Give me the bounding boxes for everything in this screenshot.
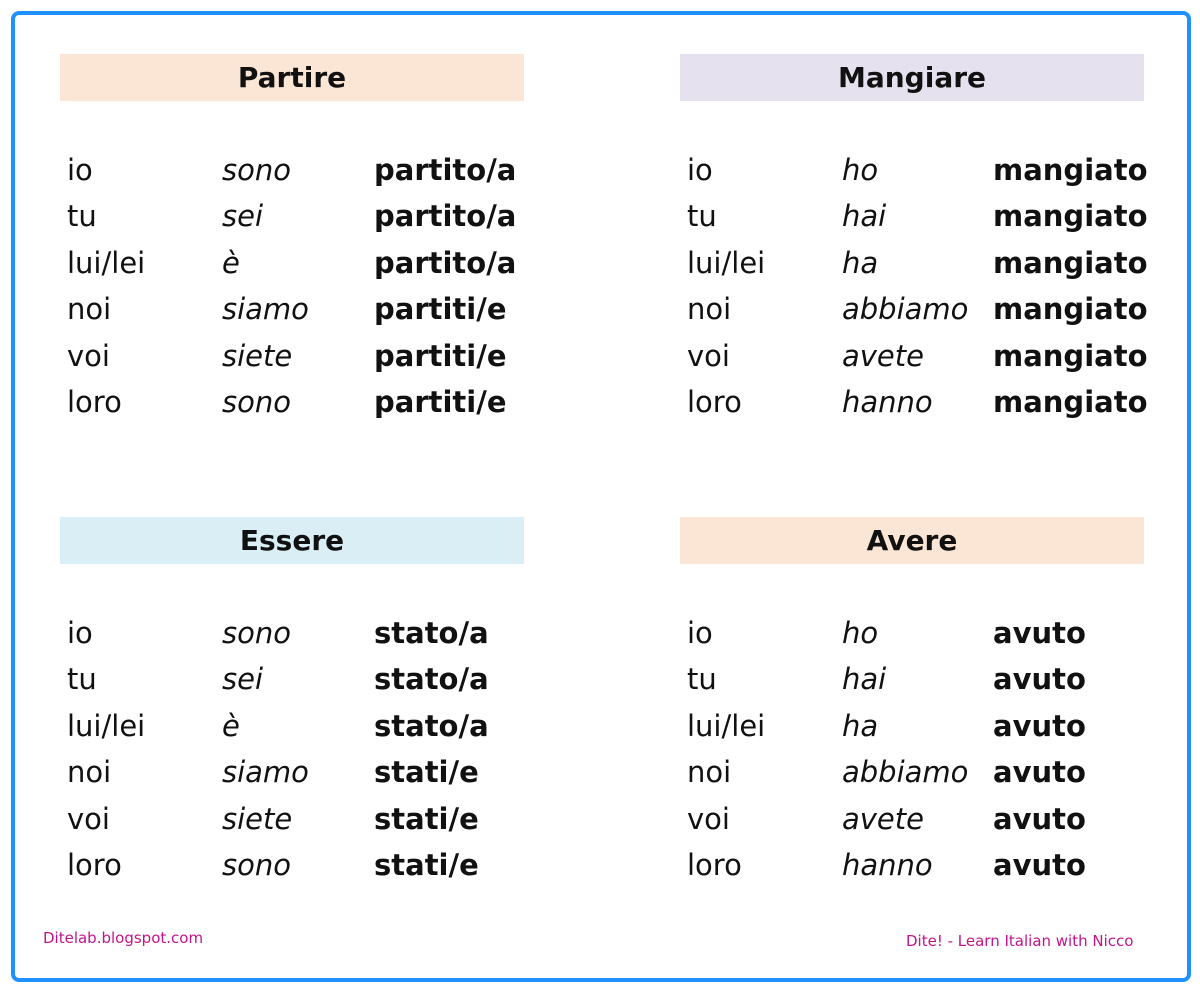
conjugation-row (60, 749, 524, 795)
participle: stati/e (374, 847, 479, 882)
conjugation-rows (680, 610, 1144, 888)
auxiliary: è (222, 245, 240, 280)
conjugation-row (680, 703, 1144, 749)
auxiliary: ha (842, 245, 879, 280)
conjugation-rows (60, 147, 524, 425)
footer-credit: Dite! - Learn Italian with Nicco (906, 932, 1134, 950)
footer-site-link[interactable]: Ditelab.blogspot.com (43, 929, 204, 947)
auxiliary: abbiamo (842, 755, 969, 790)
auxiliary: avete (842, 338, 924, 373)
section-title: Mangiare (680, 54, 1144, 101)
conjugation-row (60, 842, 524, 888)
conjugation-row (60, 610, 524, 656)
pronoun: tu (687, 662, 717, 697)
auxiliary: ha (842, 708, 879, 743)
participle: mangiato (993, 153, 1148, 187)
participle: avuto (993, 708, 1086, 743)
participle: partiti/e (374, 292, 507, 327)
pronoun: voi (67, 801, 110, 836)
pronoun: loro (67, 847, 122, 882)
participle: mangiato (993, 384, 1148, 419)
participle: avuto (993, 801, 1086, 836)
pronoun: voi (67, 338, 110, 373)
auxiliary: hanno (842, 384, 933, 419)
section-title: Avere (680, 517, 1144, 564)
auxiliary: avete (842, 801, 924, 836)
auxiliary: hai (842, 199, 887, 234)
participle: mangiato (993, 338, 1148, 373)
pronoun: tu (687, 199, 717, 234)
auxiliary: siamo (222, 755, 309, 790)
auxiliary: sei (222, 199, 264, 234)
participle: stato/a (374, 708, 489, 743)
auxiliary: siete (222, 338, 293, 373)
conjugation-row (680, 656, 1144, 702)
pronoun: tu (67, 662, 97, 697)
participle: avuto (993, 616, 1086, 650)
participle: mangiato (993, 199, 1148, 234)
conjugation-row (680, 193, 1148, 239)
participle: partiti/e (374, 338, 507, 373)
pronoun: io (67, 153, 93, 187)
pronoun: noi (687, 292, 732, 327)
auxiliary: è (222, 708, 240, 743)
auxiliary: sono (222, 153, 291, 187)
conjugation-row (60, 333, 524, 379)
conjugation-rows (60, 610, 524, 888)
conjugation-rows (680, 147, 1148, 425)
conjugation-row (60, 656, 524, 702)
conjugation-row (680, 796, 1144, 842)
pronoun: io (687, 616, 713, 650)
conjugation-row (60, 286, 524, 332)
participle: partito/a (374, 153, 517, 187)
participle: stati/e (374, 755, 479, 790)
pronoun: voi (687, 801, 730, 836)
pronoun: loro (687, 384, 742, 419)
conjugation-partire (60, 54, 524, 425)
pronoun: tu (67, 199, 97, 234)
conjugation-row (680, 333, 1148, 379)
participle: stato/a (374, 616, 489, 650)
auxiliary: sono (222, 847, 291, 882)
participle: stato/a (374, 662, 489, 697)
auxiliary: sei (222, 662, 264, 697)
pronoun: lui/lei (67, 708, 146, 743)
pronoun: noi (687, 755, 732, 790)
auxiliary: abbiamo (842, 292, 969, 327)
auxiliary: sono (222, 616, 291, 650)
participle: partito/a (374, 199, 517, 234)
conjugation-row (60, 796, 524, 842)
participle: avuto (993, 755, 1086, 790)
conjugation-avere (680, 517, 1144, 888)
auxiliary: siamo (222, 292, 309, 327)
auxiliary: siete (222, 801, 293, 836)
conjugation-row (680, 842, 1144, 888)
participle: avuto (993, 662, 1086, 697)
pronoun: noi (67, 292, 112, 327)
pronoun: noi (67, 755, 112, 790)
pronoun: lui/lei (687, 708, 766, 743)
pronoun: io (687, 153, 713, 187)
conjugation-row (60, 379, 524, 425)
pronoun: lui/lei (687, 245, 766, 280)
participle: stati/e (374, 801, 479, 836)
participle: partiti/e (374, 384, 507, 419)
conjugation-essere (60, 517, 524, 888)
section-title: Essere (60, 517, 524, 564)
participle: mangiato (993, 245, 1148, 280)
conjugation-row (60, 240, 524, 286)
auxiliary: hai (842, 662, 887, 697)
auxiliary: ho (842, 153, 879, 187)
auxiliary: sono (222, 384, 291, 419)
section-title: Partire (60, 54, 524, 101)
conjugation-row (60, 147, 524, 193)
auxiliary: ho (842, 616, 879, 650)
pronoun: io (67, 616, 93, 650)
conjugation-row (680, 610, 1144, 656)
participle: partito/a (374, 245, 517, 280)
conjugation-row (680, 379, 1148, 425)
conjugation-row (60, 703, 524, 749)
conjugation-mangiare (680, 54, 1148, 425)
pronoun: loro (687, 847, 742, 882)
pronoun: voi (687, 338, 730, 373)
conjugation-row (680, 749, 1144, 795)
participle: mangiato (993, 292, 1148, 327)
conjugation-row (680, 286, 1148, 332)
auxiliary: hanno (842, 847, 933, 882)
pronoun: loro (67, 384, 122, 419)
conjugation-row (680, 147, 1148, 193)
participle: avuto (993, 847, 1086, 882)
pronoun: lui/lei (67, 245, 146, 280)
conjugation-row (680, 240, 1148, 286)
conjugation-row (60, 193, 524, 239)
